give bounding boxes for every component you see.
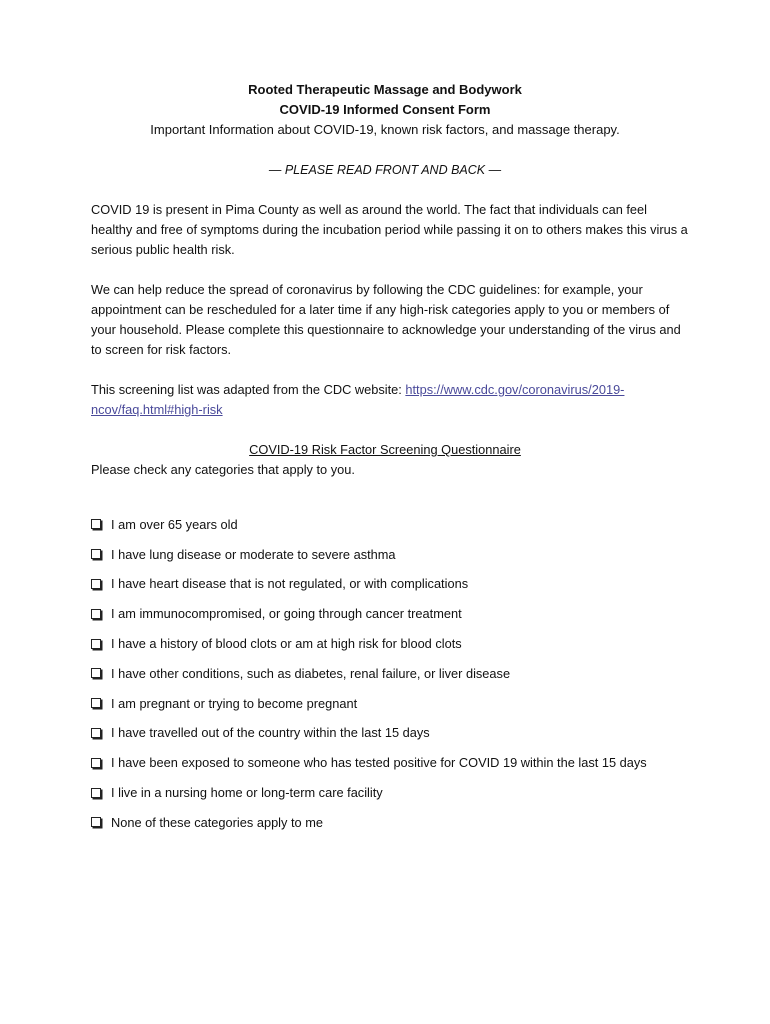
risk-item-label: I am pregnant or trying to become pregnant bbox=[111, 695, 358, 711]
checkbox[interactable] bbox=[91, 519, 101, 529]
covid-presence-paragraph: COVID 19 is present in Pima County as well as around the world. The fact that individuals can feel healthy and free of symptoms during the incubation period while passing it on to others makes this virus a serious public health risk. bbox=[91, 202, 688, 257]
risk-item-label: I live in a nursing home or long-term care facility bbox=[111, 785, 383, 801]
checkbox[interactable] bbox=[91, 549, 101, 559]
risk-item-blood-clots[interactable] bbox=[91, 629, 647, 659]
questionnaire-title: COVID-19 Risk Factor Screening Questionnaire bbox=[249, 442, 521, 457]
risk-item-label: I have been exposed to someone who has tested positive for COVID 19 within the last 15 days bbox=[111, 755, 647, 771]
risk-item-label: I have other conditions, such as diabetes, renal failure, or liver disease bbox=[111, 665, 511, 681]
info-line: Important Information about COVID-19, known risk factors, and massage therapy. bbox=[150, 122, 620, 137]
risk-item-none-apply[interactable] bbox=[91, 808, 647, 838]
risk-item-over-65[interactable] bbox=[91, 510, 647, 540]
risk-factor-checklist bbox=[91, 510, 647, 838]
checkbox[interactable] bbox=[91, 609, 101, 619]
checkbox[interactable] bbox=[91, 788, 101, 798]
checkbox[interactable] bbox=[91, 668, 101, 678]
risk-item-exposed[interactable] bbox=[91, 748, 647, 778]
risk-item-label: I have lung disease or moderate to severe asthma bbox=[111, 546, 396, 562]
checkbox[interactable] bbox=[91, 817, 101, 827]
questionnaire-instructions: Please check any categories that apply to you. bbox=[91, 462, 355, 477]
risk-item-label: I have heart disease that is not regulated, or with complications bbox=[111, 576, 469, 592]
risk-item-label: I am immunocompromised, or going through cancer treatment bbox=[111, 606, 462, 622]
screening-source-text: This screening list was adapted from the CDC website: bbox=[91, 382, 406, 397]
screening-source-paragraph bbox=[91, 380, 691, 420]
read-front-back-notice: — PLEASE READ FRONT AND BACK — bbox=[268, 163, 502, 177]
checkbox[interactable] bbox=[91, 728, 101, 738]
checkbox[interactable] bbox=[91, 758, 101, 768]
cdc-guidelines-paragraph: We can help reduce the spread of coronavirus by following the CDC guidelines: for example, your appointment can be rescheduled for a later time if any high-risk categories apply to you or members of your household. Please complete this questionnaire to acknowledge your understanding of the virus and to screen for risk factors. bbox=[91, 282, 681, 357]
risk-item-label: I have a history of blood clots or am at high risk for blood clots bbox=[111, 636, 462, 652]
risk-item-lung-disease[interactable] bbox=[91, 540, 647, 570]
risk-item-pregnant[interactable] bbox=[91, 689, 647, 719]
checkbox[interactable] bbox=[91, 639, 101, 649]
risk-item-travelled[interactable] bbox=[91, 719, 647, 749]
cdc-website-link[interactable]: https://www.cdc.gov/coronavirus/2019-ncov/faq.html#high-risk bbox=[91, 382, 625, 417]
risk-item-label: I have travelled out of the country within the last 15 days bbox=[111, 725, 430, 741]
risk-item-immunocompromised[interactable] bbox=[91, 599, 647, 629]
checkbox[interactable] bbox=[91, 579, 101, 589]
risk-item-heart-disease[interactable] bbox=[91, 570, 647, 600]
risk-item-other-conditions[interactable] bbox=[91, 659, 647, 689]
risk-item-label: None of these categories apply to me bbox=[111, 814, 323, 830]
checkbox[interactable] bbox=[91, 698, 101, 708]
risk-item-label: I am over 65 years old bbox=[111, 516, 238, 532]
business-name-title: Rooted Therapeutic Massage and Bodywork bbox=[248, 82, 522, 97]
risk-item-nursing-home[interactable] bbox=[91, 778, 647, 808]
form-title: COVID-19 Informed Consent Form bbox=[279, 102, 491, 117]
